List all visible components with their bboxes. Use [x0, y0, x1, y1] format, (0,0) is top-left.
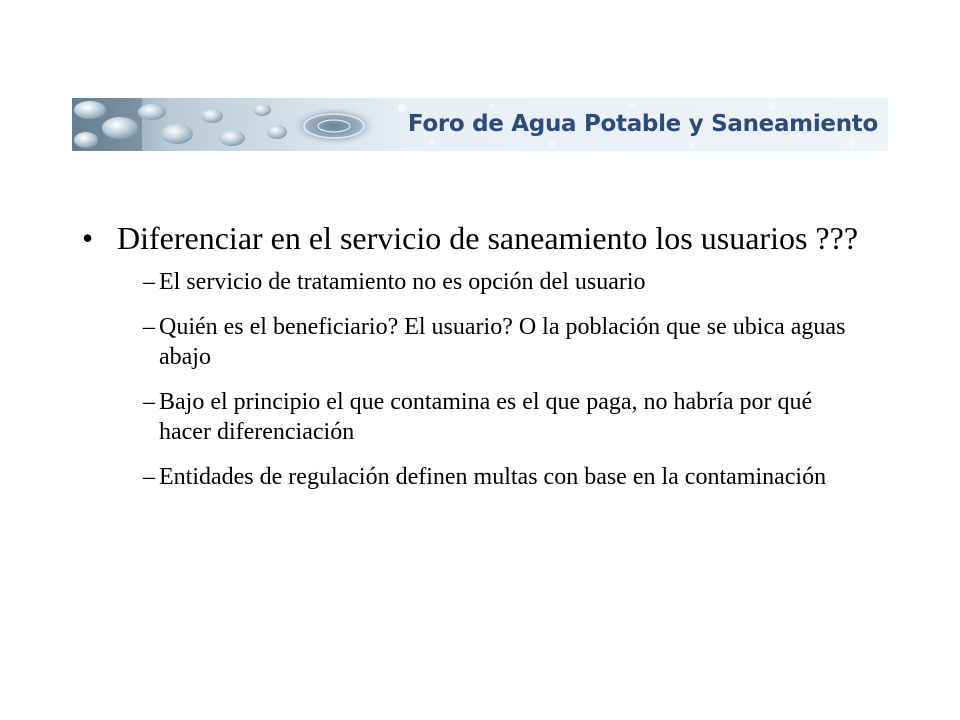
- sub-bullet-dash: –: [143, 314, 155, 340]
- sub-bullet-dash: –: [143, 464, 155, 490]
- main-bullet-text: Diferenciar en el servicio de saneamiento los usuarios ???: [117, 220, 859, 256]
- sub-bullet-dash: –: [143, 269, 155, 295]
- slide-content: [78, 219, 898, 507]
- bullet-dot: •: [82, 220, 94, 256]
- sub-bullet: [78, 267, 859, 297]
- main-bullet: [78, 219, 898, 258]
- sub-bullet: [78, 387, 859, 447]
- banner-title: Foro de Agua Potable y Saneamiento: [407, 111, 878, 137]
- sub-bullet-text: Entidades de regulación definen multas con base en la contaminación: [159, 464, 827, 490]
- sub-bullet-text: El servicio de tratamiento no es opción del usuario: [159, 269, 646, 295]
- sub-bullet: [78, 462, 859, 492]
- sub-bullet-dash: –: [143, 389, 155, 415]
- sub-bullet-text: Quién es el beneficiario? El usuario? O la población que se ubica aguas abajo: [159, 314, 846, 370]
- sub-bullet: [78, 312, 859, 372]
- sub-bullet-text: Bajo el principio el que contamina es el que paga, no habría por qué hacer diferenciación: [159, 389, 813, 445]
- header-banner: [72, 98, 888, 151]
